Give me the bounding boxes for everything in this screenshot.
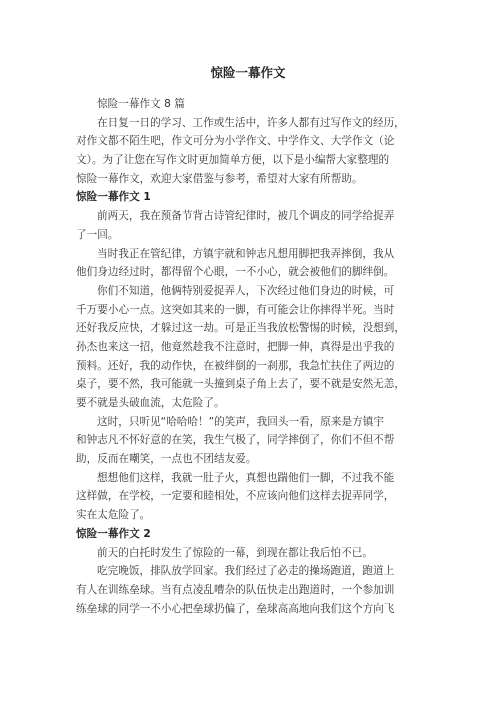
- paragraph-line: 前天的白托时发生了惊险的一幕，到现在都让我后怕不已。: [97, 546, 373, 559]
- paragraph-line: 要不就是头破血流，太危险了。: [76, 397, 225, 409]
- paragraph-line: 你们不知道，他俩特别爱捉弄人，下次经过他们身边的时候，可: [97, 284, 395, 297]
- paragraph-line: 惊险一幕作文 8 篇: [97, 98, 185, 110]
- paragraph-line: 前两天，我在预备节背古诗管纪律时，被几个调皮的同学给捉弄: [97, 210, 395, 223]
- paragraph-line: 想想他们这样，我就一肚子火，真想也踹他们一脚，不过我不能: [97, 471, 395, 484]
- paragraph-line: 他们身边经过时，都得留个心眼，一不小心，就会被他们的脚绊倒。: [76, 266, 395, 279]
- paragraph-line: 孙杰也来这一招，他竟然趁我不注意时，把脚一伸，真得是出乎我的: [76, 340, 395, 353]
- section-heading: 惊险一幕作文 2: [76, 527, 151, 540]
- section-heading: 惊险一幕作文 1: [76, 191, 151, 204]
- document-title: 惊险一幕作文: [210, 65, 286, 80]
- paragraph-line: 惊险一幕作文，欢迎大家借鉴与参考，希望对大家有所帮助。: [76, 172, 363, 185]
- paragraph-line: 吃完晚饭，排队放学回家。我们经过了必走的操场跑道，跑道上: [97, 565, 395, 578]
- paragraph-line: 实在太危险了。: [76, 509, 151, 522]
- paragraph-line: 当时我正在管纪律，方镇宇就和钟志凡想用脚把我弄摔倒，我从: [97, 247, 395, 260]
- paragraph-line: 了一回。: [76, 228, 119, 241]
- paragraph-line: 有人在训练垒球。当有点凌乱嘈杂的队伍快走出跑道时，一个参加训: [76, 583, 395, 596]
- paragraph-line: 还好我反应快，才躲过这一劫。可是正当我放松警惕的时候，没想到，: [76, 322, 406, 335]
- document-body: [76, 95, 420, 618]
- paragraph-line: 文）。为了让您在写作文时更加简单方便，以下是小编帮大家整理的: [76, 154, 390, 167]
- paragraph-line: 预料。还好，我的动作快，在被绊倒的一刹那，我急忙扶住了两边的: [76, 359, 395, 372]
- paragraph-line: 这时，只听见“哈哈哈！”的笑声，我回头一看，原来是方镇宇: [97, 415, 384, 428]
- paragraph-line: 助，反而在嘲笑，一点也不团结友爱。: [76, 453, 257, 466]
- paragraph-line: 和钟志凡不怀好意的在笑，我生气极了，同学摔倒了，你们不但不帮: [76, 434, 395, 447]
- paragraph-line: 桌子，要不然，我可能就一头撞到桌子角上去了，要不就是安然无恙，: [76, 378, 406, 391]
- paragraph-line: 在日复一日的学习、工作或生活中，许多人都有过写作文的经历，: [97, 116, 405, 129]
- paragraph-line: 练垒球的同学一不小心把垒球扔偏了，垒球高高地向我们这个方向飞: [76, 602, 395, 615]
- paragraph-line: 这样做，在学校，一定要和睦相处，不应该向他们这样去捉弄同学，: [76, 490, 395, 503]
- paragraph-line: 对作文都不陌生吧，作文可分为小学作文、中学作文、大学作文（论: [76, 135, 395, 148]
- paragraph-line: 千万要小心一点。这突如其来的一脚，有可能会让你摔得半死。当时: [76, 303, 395, 316]
